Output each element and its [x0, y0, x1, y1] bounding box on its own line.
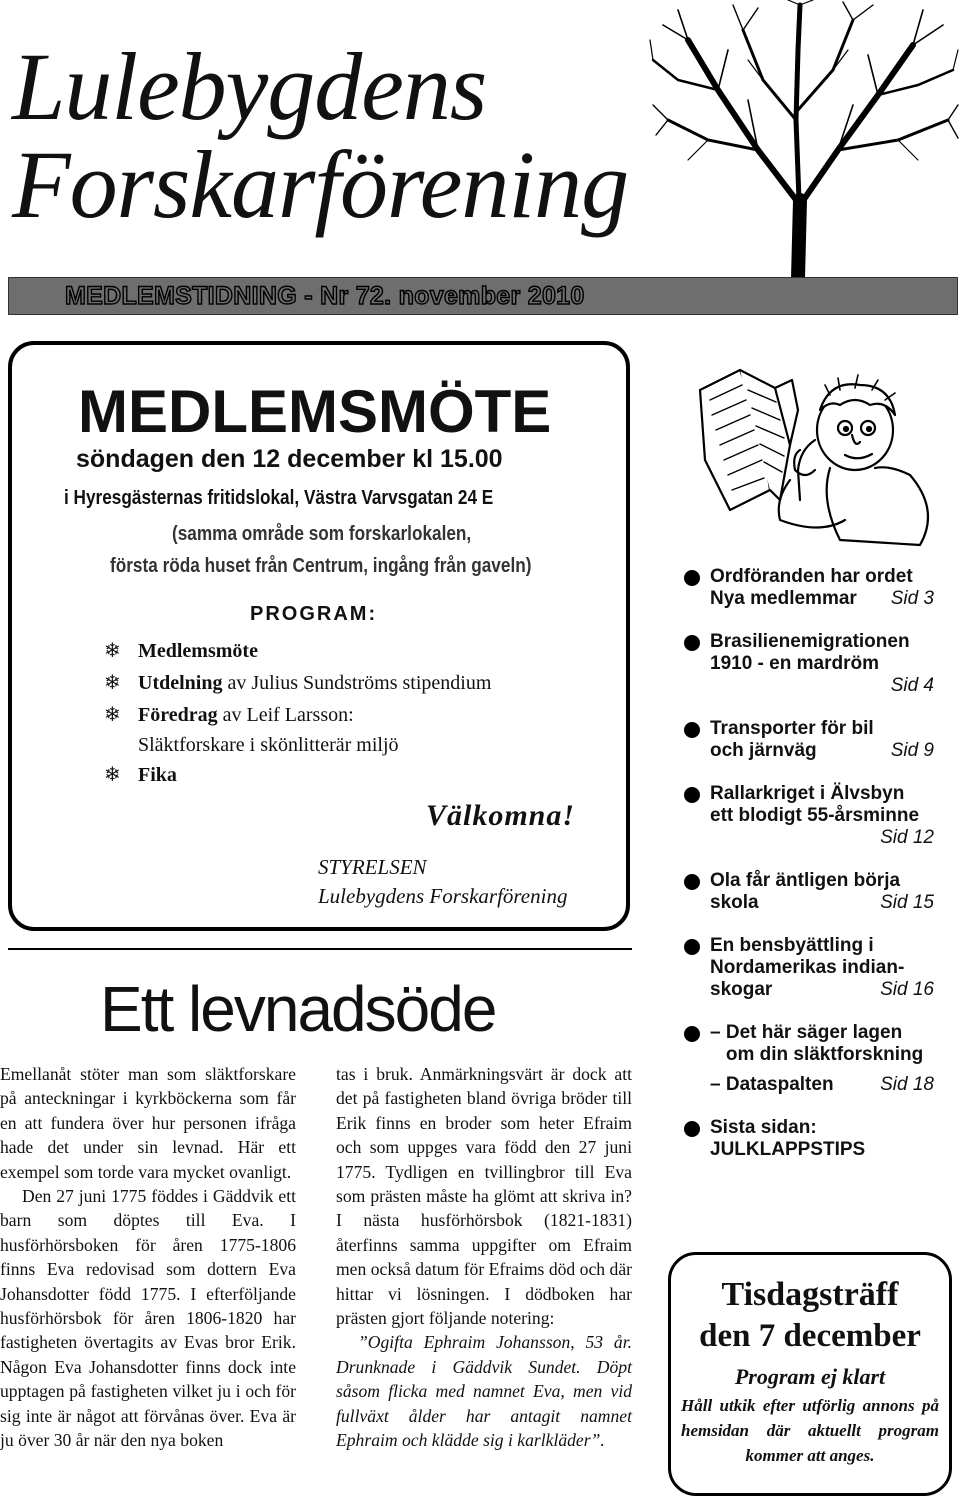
article-column-left [0, 1062, 296, 1453]
issue-banner [8, 277, 958, 315]
board-signature [318, 853, 567, 911]
toc-item-page: Sid 9 [890, 740, 934, 761]
toc-item-page: Sid 15 [880, 892, 934, 913]
program-label: PROGRAM: [250, 603, 378, 625]
bullet-icon [684, 874, 700, 890]
snowflake-icon: ❄ [104, 764, 121, 786]
toc-item-title: Ordföranden har ordet [710, 566, 913, 587]
toc-item-subtitle: Nya medlemmar [710, 588, 857, 609]
article-paragraph: Emellanåt stöter man som släktforskare på anteckningar i kyrkböckerna som får en att fundera över hur personen ifråga hade det under sin levnad. Här ett exempel som torde vara mycket ovanligt. [0, 1064, 296, 1182]
toc-item-title: Ola får äntligen börja [710, 870, 901, 891]
toc-item-title: En bensbyättling i [710, 935, 874, 956]
toc-item-title: Brasilienemigrationen [710, 631, 910, 652]
article-paragraph: tas i bruk. Anmärkningsvärt är dock att det på fastigheten bland övriga bröder till Erik finns en broder som heter Efraim och som uppges vara född den 27 juni 1775. Tydligen en tvillingbror till Eva som prästen måste ha glömt att skriva in? I nästa husförhörsbok (1821-1831) återfinns samma uppgifter om Efraim men också datum för Efraims död och där hittar vi lösningen. I dödboken har prästen gjort följande notering: [336, 1064, 632, 1329]
toc-item-title: – Det här säger lagen [710, 1022, 903, 1043]
toc-item[interactable] [684, 631, 934, 697]
toc-item-page: Sid 12 [880, 827, 934, 848]
article-quote: ”Ogifta Ephraim Johansson, 53 år. Drunknade i Gäddvik Sundet. Döpt såsom flicka med namnet Eva, men vid fullväxt ålder har antagit namnet Ephraim och klädde sig i karlkläder”. [336, 1332, 632, 1451]
toc-item[interactable] [684, 1022, 934, 1096]
toc-item[interactable] [684, 718, 934, 762]
meeting-date: söndagen den 12 december kl 15.00 [76, 445, 503, 473]
meeting-announcement [8, 341, 630, 931]
tree-illustration [648, 0, 960, 278]
toc-item[interactable] [684, 783, 934, 849]
toc-item-title: Transporter för bil [710, 718, 874, 739]
toc-item-page: Sid 4 [890, 675, 934, 696]
article-title: Ett levnadsöde [100, 973, 496, 1045]
article-column-right [336, 1062, 632, 1453]
reader-cartoon-illustration [680, 360, 950, 556]
bullet-icon [684, 787, 700, 803]
snowflake-icon: ❄ [104, 672, 121, 694]
toc-item-subtitle: och järnväg [710, 740, 817, 761]
article-paragraph: Den 27 juni 1775 föddes i Gäddvik ett barn som döptes till Eva. I husförhörsboken för åren 1775-1806 finns Eva redovisad som dottern Eva Johansdotter född 1775. I efterföljande husförhörsbok för åren 1806-1820 har fastigheten övertagits av Evas bror Erik. Någon Eva Johansdotter finns dock inte upptagen på fastigheten vilket ju i och för sig inte är något att förvånas över. Eva är ju över 30 år när den nya boken [0, 1186, 296, 1451]
tisdag-title: Tisdagsträff [721, 1276, 899, 1313]
toc-item-subtitle: ett blodigt 55-årsminne [710, 805, 920, 826]
program-item-bold: Föredrag [138, 704, 218, 726]
toc-item-subtitle: Nordamerikas indian- [710, 957, 905, 978]
tisdag-info: Håll utkik efter utförlig annons på hemsidan där aktuellt program kommer att anges. [681, 1396, 939, 1465]
toc-item-title: Sista sidan: [710, 1117, 817, 1138]
issue-banner-text: MEDLEMSTIDNING - Nr 72. november 2010 [65, 282, 585, 310]
masthead-title-line1: Lulebygdens [12, 33, 487, 140]
toc-item-line [710, 1074, 934, 1096]
tisdag-date: den 7 december [699, 1318, 921, 1354]
toc-item-subtitle-2: skogar [710, 979, 773, 1000]
bullet-icon [684, 1026, 700, 1042]
toc-item-page: Sid 3 [890, 588, 934, 609]
board-line-2: Lulebygdens Forskarförening [318, 884, 568, 908]
table-of-contents [684, 566, 934, 1182]
bullet-icon [684, 1121, 700, 1137]
masthead-title [12, 33, 672, 238]
meeting-note-2: första röda huset från Centrum, ingång från gaveln) [110, 555, 532, 577]
toc-item-line [710, 740, 934, 762]
toc-item-subtitle-2: – Dataspalten [710, 1074, 834, 1095]
program-list [104, 635, 491, 791]
bullet-icon [684, 635, 700, 651]
toc-item[interactable] [684, 870, 934, 914]
meeting-title: MEDLEMSMÖTE [78, 378, 552, 445]
program-item [104, 759, 491, 791]
bullet-icon [684, 939, 700, 955]
program-item [104, 667, 491, 699]
toc-item[interactable] [684, 1117, 934, 1161]
program-item-bold: Utdelning [138, 672, 223, 694]
toc-item-title: Rallarkriget i Älvsbyn [710, 783, 905, 804]
program-item-bold: Medlemsmöte [138, 640, 258, 662]
snowflake-icon: ❄ [104, 704, 121, 726]
toc-item-subtitle: 1910 - en mardröm [710, 653, 879, 674]
bullet-icon [684, 722, 700, 738]
program-item [104, 699, 491, 759]
article-divider [8, 948, 632, 950]
program-item-text: av Leif Larsson: [217, 704, 354, 726]
masthead-title-line2: Forskarförening [12, 131, 629, 238]
toc-item-subtitle: om din släktforskning [710, 1044, 924, 1065]
toc-item-line [710, 588, 934, 610]
toc-item-subtitle: JULKLAPPSTIPS [710, 1139, 866, 1160]
tisdag-program: Program ej klart [734, 1364, 886, 1389]
snowflake-icon: ❄ [104, 640, 121, 662]
board-line-1: STYRELSEN [318, 855, 427, 879]
toc-item[interactable] [684, 566, 934, 610]
welcome-text: Välkomna! [426, 799, 576, 832]
toc-item-subtitle: skola [710, 892, 759, 913]
program-item-sub: Släktforskare i skönlitterär miljö [138, 734, 399, 756]
toc-item-line [710, 979, 934, 1001]
program-item-bold: Fika [138, 764, 177, 786]
meeting-place: i Hyresgästernas fritidslokal, Västra Varvsgatan 24 E [64, 487, 494, 509]
program-item-text: av Julius Sundströms stipendium [222, 672, 492, 694]
toc-item-page: Sid 18 [880, 1074, 934, 1095]
toc-item[interactable] [684, 935, 934, 1001]
toc-item-page: Sid 16 [880, 979, 934, 1000]
bullet-icon [684, 570, 700, 586]
program-item [104, 635, 491, 667]
toc-item-line [710, 892, 934, 914]
meeting-note-1: (samma område som forskarlokalen, [172, 523, 472, 545]
tisdag-announcement [668, 1252, 952, 1496]
